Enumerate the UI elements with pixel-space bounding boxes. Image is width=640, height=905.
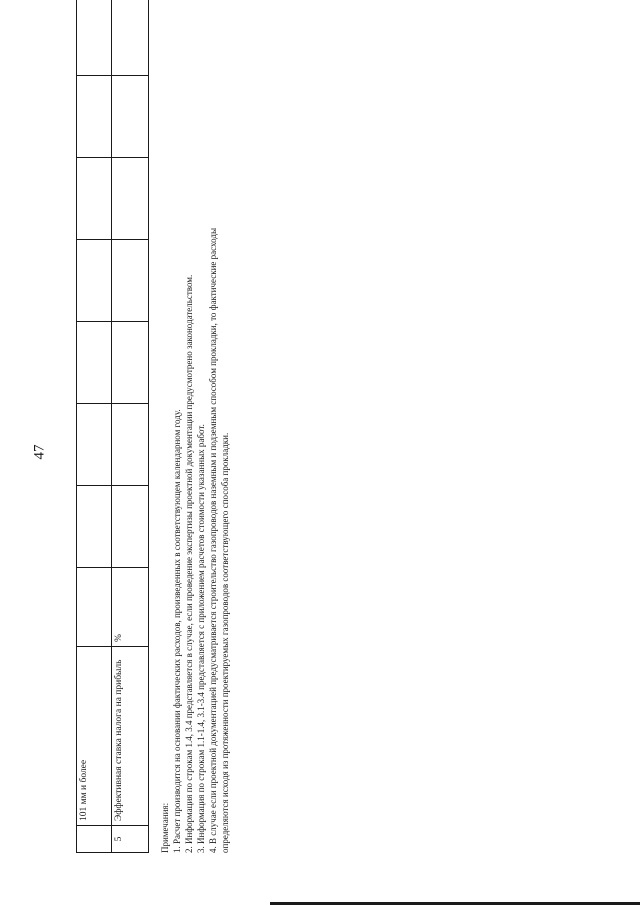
note-line: 4. В случае если проектной документацией предусматривается строительство газопроводов наземным и подземным способом прокладки, то фактические расходы: [208, 227, 218, 853]
table-cell: [77, 826, 112, 853]
table-cell: [112, 240, 149, 322]
table-cell: [77, 158, 112, 240]
table-cell: [112, 322, 149, 404]
table-cell: [77, 568, 112, 647]
table-cell: [77, 404, 112, 486]
notes-heading: Примечания:: [160, 802, 170, 853]
note-line: 2. Информация по строкам 1.4, 3.4 представляется в случае, если проведение экспертизы проектной документации предусмотрено законодательством.: [184, 274, 194, 853]
table-cell: [77, 0, 112, 76]
notes-block: [159, 43, 231, 853]
data-table: [76, 0, 149, 853]
table-row: [77, 0, 112, 853]
row-name-cell: Эффективная ставка налога на прибыль: [112, 647, 149, 826]
table-cell: [77, 240, 112, 322]
table-cell: [77, 322, 112, 404]
row-unit-cell: %: [112, 568, 149, 647]
table-cell: [77, 486, 112, 568]
row-label-cell: 101 мм и более: [77, 647, 112, 826]
table-cell: [112, 158, 149, 240]
table-cell: [112, 0, 149, 76]
row-number-cell: 5: [112, 826, 149, 853]
table-cell: [77, 76, 112, 158]
note-line: определяются исходя из протяженности проектируемых газопроводов соответствующего способа прокладки.: [220, 432, 230, 853]
table-cell: [112, 486, 149, 568]
note-line: 1. Расчет производится на основании фактических расходов, произведенных в соответствующем календарном году.: [172, 409, 182, 853]
note-line: 3. Информация по строкам 1.1-1.4, 3.1-3.4 представляется с приложением расчетов стоимости указанных работ.: [196, 424, 206, 853]
table-row: [112, 0, 149, 853]
page-number: 47: [31, 444, 48, 460]
rotated-content: [76, 43, 241, 853]
table-cell: [112, 404, 149, 486]
table-cell: [112, 76, 149, 158]
